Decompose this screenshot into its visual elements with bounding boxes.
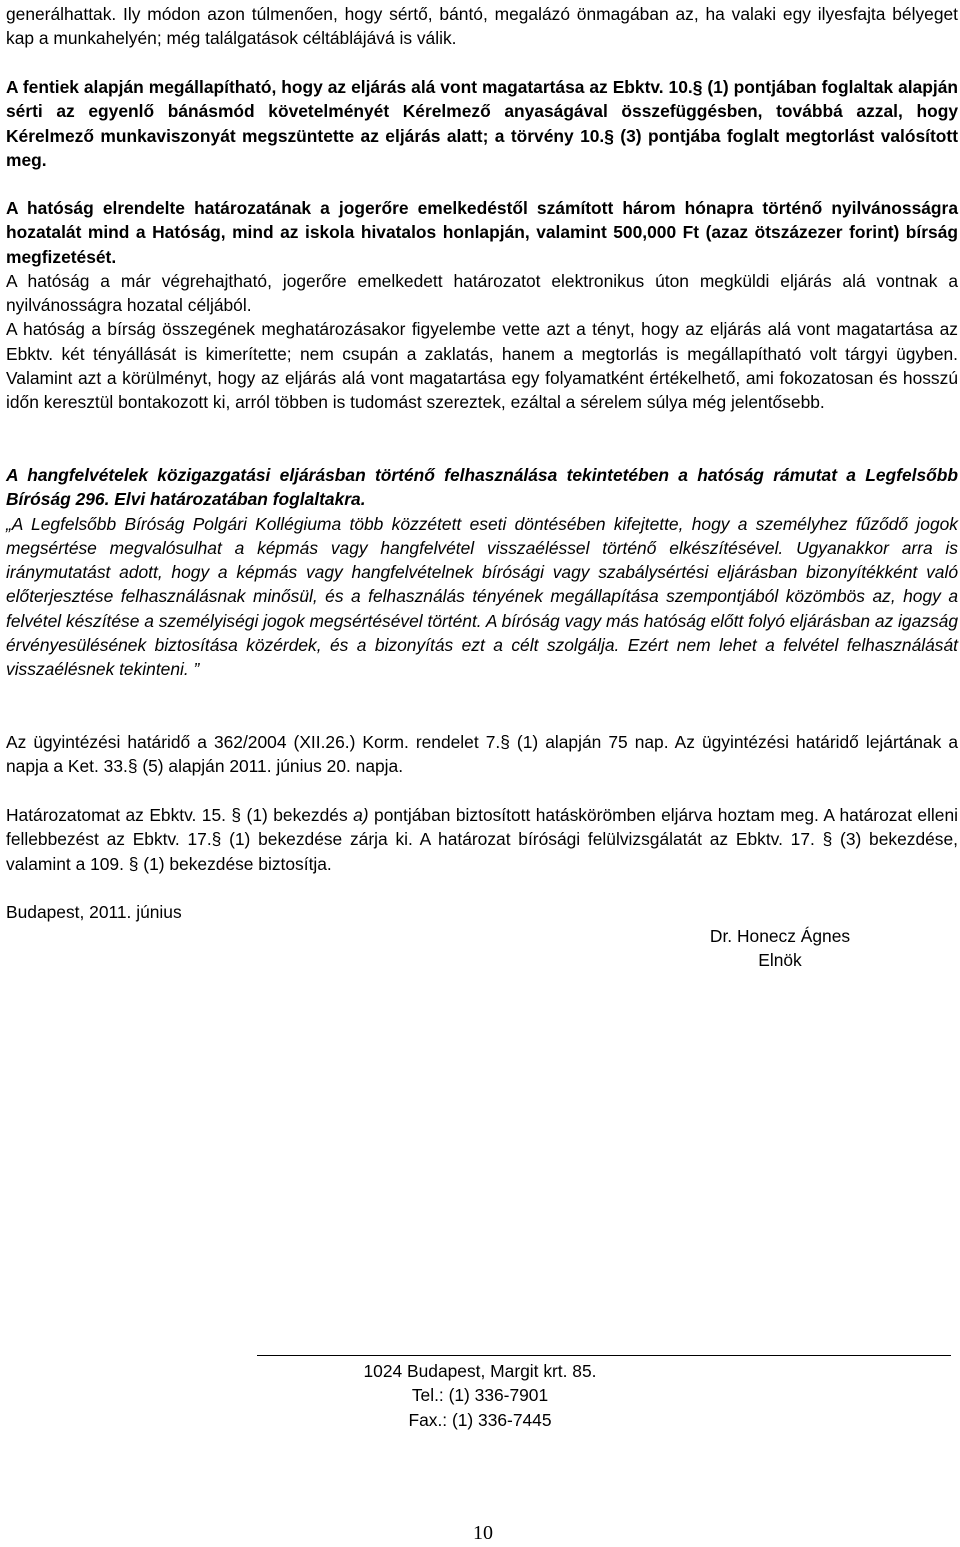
paragraph-continuation <box>6 2 958 51</box>
paragraph-publication-fine: A hatóság elrendelte határozatának a jogerőre emelkedéstől számított három hónapra történő nyilvánosságra hozatalát mind a Hatóság, mind az iskola hivatalos honlapján, valamint 500,000 Ft (azaz ötszázezer forint) bírság megfizetését. <box>6 198 958 267</box>
legal-basis-part: Határozatomat az Ebktv. 15. § (1) bekezdés <box>6 805 354 825</box>
paragraph-electronic-delivery: A hatóság a már végrehajtható, jogerőre emelkedett határozatot elektronikus úton megküldi eljárás alá vontnak a nyilvánosságra hozatal céljából. <box>6 270 958 316</box>
page-number: 10 <box>473 1522 493 1544</box>
place-date: Budapest, 2011. június <box>6 902 182 922</box>
paragraph-group-recordings <box>6 463 958 682</box>
paragraph-fine-reasoning: A hatóság a bírság összegének meghatározásakor figyelembe vette azt a tényt, hogy az eljárás alá vont magatartása az Ebktv. két tényállását is kimerítette; nem csupán a zaklatás, hanem a megtorlás is megállapítható volt tárgyi ügyben. Valamint azt a körülményt, hogy az eljárás alá vont magatartása egy folyamatként értékelhető, ami fokozatosan és hosszú időn keresztül bontakozott ki, arról többen is tudomást szereztek, ezáltal a sérelem súlya még jelentősebb. <box>6 319 958 413</box>
paragraph-text: A fentiek alapján megállapítható, hogy az eljárás alá vont magatartása az Ebktv. 10.§ (1) pontjában foglaltak alapján sérti az egyenlő bánásmód követelményét Kérelmező anyaságával összefüggésben, továbbá azzal, hogy Kérelmező munkaviszonyát megszüntette az eljárás alatt; a törvény 10.§ (3) pontjába foglalt megtorlást valósított meg. <box>6 77 958 170</box>
signatory-name: Dr. Honecz Ágnes <box>709 926 851 946</box>
signature-block <box>640 924 920 973</box>
paragraph-legal-basis <box>6 803 958 876</box>
paragraph-text <box>6 803 958 876</box>
signatory-title: Elnök <box>758 950 802 971</box>
paragraph-supreme-court-quote: „A Legfelsőbb Bíróság Polgári Kollégiuma több közzétett eseti döntésében kifejtette, hogy a személyhez fűződő jogok megsértése megvalósulhat a képmás vagy hangfelvétel visszaéléssel történő elkészítésével. Ugyanakkor arra is iránymutatást adott, hogy a képmás vagy hangfelvételnek bírósági vagy szabálysértési eljárásban bizonyítékként való előterjesztése felhasználásnak minősül, és a felhasználás tényének megállapítása szempontjából közömbös az, hogy a felvétel készítése a személyiségi jogok megsértésével történt. A bíróság vagy más hatóság előtt folyó eljárásban az igazság érvényesülésének biztosítása közérdek, és a bizonyítás ezt a célt szolgálja. Ezért nem lehet a felvétel felhasználását visszaélésnek tekinteni. ” <box>6 513 958 680</box>
legal-basis-part: pontjában biztosított hatáskörömben eljárva hoztam meg. A határozat elleni fellebbezést az Ebktv. 17.§ (1) bekezdése zárja ki. A határozat bírósági felülvizsgálatát az Ebktv. 17. § (3) bekezdése, valamint a 109. § (1) bekezdése biztosítja. <box>6 805 959 874</box>
footer-tel: Tel.: (1) 336-7901 <box>411 1385 549 1406</box>
paragraph-recordings-heading: A hangfelvételek közigazgatási eljárásban történő felhasználása tekintetében a hatóság rámutat a Legfelsőbb Bíróság 296. Elvi határozatában foglaltakra. <box>6 465 958 510</box>
paragraph-text: Az ügyintézési határidő a 362/2004 (XII.26.) Korm. rendelet 7.§ (1) alapján 75 nap. Az ügyintézési határidő lejártának a napja a Ket. 33.§ (5) alapján 2011. június 20. napja. <box>6 732 958 777</box>
paragraph-group-sanctions <box>6 196 958 415</box>
footer-address: 1024 Budapest, Margit krt. 85. <box>363 1361 597 1381</box>
footer-divider <box>257 1355 951 1356</box>
footer-contact <box>0 1359 960 1432</box>
paragraph-finding <box>6 75 958 172</box>
paragraph-deadline <box>6 730 958 779</box>
legal-basis-point: a) <box>353 805 369 825</box>
paragraph-text: generálhattak. Ily módon azon túlmenően, hogy sértő, bántó, megalázó önmagában az, ha valaki egy ilyesfajta bélyeget kap a munkahelyén; még találgatások céltáblájává is válik. <box>6 4 958 49</box>
footer-fax: Fax.: (1) 336-7445 <box>408 1409 552 1430</box>
